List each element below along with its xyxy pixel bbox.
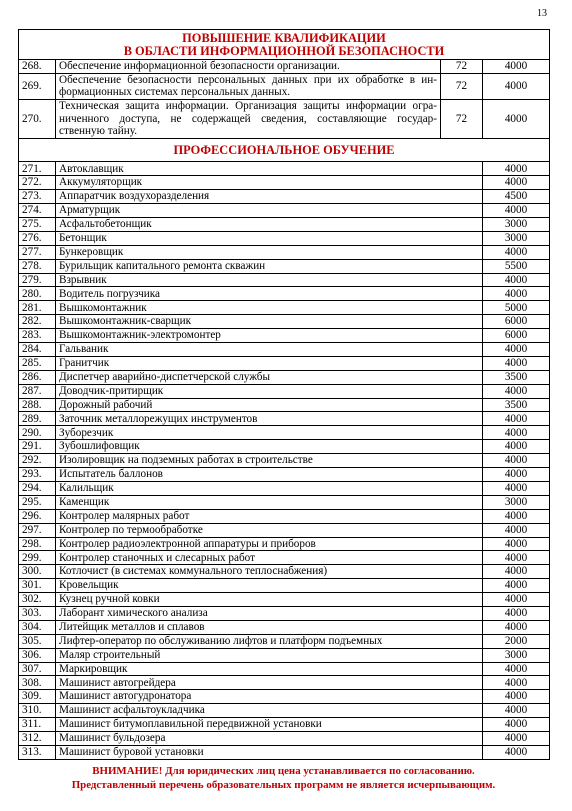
program-price: 4000	[483, 620, 550, 634]
row-number: 313.	[19, 745, 56, 759]
program-price: 5500	[483, 259, 550, 273]
row-number: 275.	[19, 218, 56, 232]
table-row	[19, 454, 550, 468]
row-number: 281.	[19, 301, 56, 315]
program-price: 4000	[483, 579, 550, 593]
program-name: Вышкомонтажник-электромонтер	[56, 329, 483, 343]
program-name: Асфальтобетонщик	[56, 218, 483, 232]
row-number: 306.	[19, 648, 56, 662]
program-price: 4000	[483, 176, 550, 190]
program-price: 4000	[483, 551, 550, 565]
program-name: Маркировщик	[56, 662, 483, 676]
program-price: 4000	[483, 204, 550, 218]
table-row	[19, 676, 550, 690]
programs-table-body	[19, 30, 550, 760]
table-row	[19, 60, 550, 74]
table-row	[19, 495, 550, 509]
table-row	[19, 620, 550, 634]
row-number: 303.	[19, 606, 56, 620]
table-row	[19, 356, 550, 370]
program-price: 4000	[483, 662, 550, 676]
table-row	[19, 468, 550, 482]
table-row	[19, 440, 550, 454]
table-row	[19, 176, 550, 190]
table-row	[19, 329, 550, 343]
table-row	[19, 690, 550, 704]
program-name: Доводчик-притирщик	[56, 384, 483, 398]
table-row	[19, 190, 550, 204]
program-price: 4000	[483, 676, 550, 690]
program-name: Контролер по термообработке	[56, 523, 483, 537]
row-number: 295.	[19, 495, 56, 509]
section-title-line2: В ОБЛАСТИ ИНФОРМАЦИОННОЙ БЕЗОПАСНОСТИ	[123, 44, 445, 58]
row-number: 269.	[19, 73, 56, 99]
program-name: Аккумуляторщик	[56, 176, 483, 190]
program-name: Гранитчик	[56, 356, 483, 370]
row-number: 277.	[19, 245, 56, 259]
program-price: 4000	[483, 481, 550, 495]
program-name: Каменщик	[56, 495, 483, 509]
row-number: 297.	[19, 523, 56, 537]
program-price: 4000	[483, 509, 550, 523]
program-hours: 72	[441, 60, 483, 74]
program-name: Изолировщик на подземных работах в строительстве	[56, 454, 483, 468]
program-name: Калильщик	[56, 481, 483, 495]
row-number: 312.	[19, 731, 56, 745]
section-header-row	[19, 138, 550, 162]
program-name: Диспетчер аварийно-диспетчерской службы	[56, 370, 483, 384]
program-price: 3000	[483, 495, 550, 509]
table-row	[19, 259, 550, 273]
table-row	[19, 73, 550, 99]
program-price: 4000	[483, 60, 550, 74]
program-price: 4000	[483, 343, 550, 357]
program-name: Контролер станочных и слесарных работ	[56, 551, 483, 565]
program-name: Дорожный рабочий	[56, 398, 483, 412]
table-row	[19, 718, 550, 732]
table-row	[19, 648, 550, 662]
row-number: 285.	[19, 356, 56, 370]
row-number: 296.	[19, 509, 56, 523]
program-name: Контролер малярных работ	[56, 509, 483, 523]
row-number: 272.	[19, 176, 56, 190]
program-name: Кузнец ручной ковки	[56, 593, 483, 607]
program-name: Машинист буровой установки	[56, 745, 483, 759]
table-row	[19, 523, 550, 537]
row-number: 268.	[19, 60, 56, 74]
programs-table	[18, 29, 550, 760]
table-row	[19, 745, 550, 759]
program-price: 6000	[483, 329, 550, 343]
table-row	[19, 593, 550, 607]
row-number: 294.	[19, 481, 56, 495]
row-number: 270.	[19, 100, 56, 139]
table-row	[19, 412, 550, 426]
program-price: 4000	[483, 287, 550, 301]
section-title-line1: ПОВЫШЕНИЕ КВАЛИФИКАЦИИ	[182, 31, 386, 45]
program-price: 4000	[483, 426, 550, 440]
program-name: Машинист асфальтоукладчика	[56, 704, 483, 718]
program-name: Взрывник	[56, 273, 483, 287]
program-price: 4000	[483, 690, 550, 704]
row-number: 307.	[19, 662, 56, 676]
program-price: 4000	[483, 273, 550, 287]
program-name: Обеспечение информационной безопасности организации.	[56, 60, 441, 74]
table-row	[19, 315, 550, 329]
section-title-infosec	[19, 30, 550, 60]
row-number: 283.	[19, 329, 56, 343]
program-name: Испытатель баллонов	[56, 468, 483, 482]
table-row	[19, 579, 550, 593]
row-number: 301.	[19, 579, 56, 593]
program-price: 4000	[483, 704, 550, 718]
table-row	[19, 509, 550, 523]
program-price: 4000	[483, 468, 550, 482]
row-number: 279.	[19, 273, 56, 287]
table-row	[19, 287, 550, 301]
program-name: Маляр строительный	[56, 648, 483, 662]
row-number: 286.	[19, 370, 56, 384]
program-price: 4000	[483, 73, 550, 99]
row-number: 284.	[19, 343, 56, 357]
program-price: 4000	[483, 718, 550, 732]
program-price: 4000	[483, 440, 550, 454]
row-number: 300.	[19, 565, 56, 579]
table-row	[19, 301, 550, 315]
row-number: 276.	[19, 231, 56, 245]
program-name: Контролер радиоэлектронной аппаратуры и приборов	[56, 537, 483, 551]
table-row	[19, 398, 550, 412]
table-row	[19, 537, 550, 551]
program-name: Лифтер-оператор по обслуживанию лифтов и платформ подъемных	[56, 634, 483, 648]
table-row	[19, 370, 550, 384]
program-price: 4000	[483, 593, 550, 607]
program-price: 4000	[483, 454, 550, 468]
program-price: 4000	[483, 565, 550, 579]
program-hours: 72	[441, 100, 483, 139]
program-price: 6000	[483, 315, 550, 329]
program-name: Лаборант химического анализа	[56, 606, 483, 620]
table-row	[19, 662, 550, 676]
table-row	[19, 100, 550, 139]
page-number: 13	[537, 8, 547, 19]
row-number: 288.	[19, 398, 56, 412]
program-name: Машинист битумоплавильной передвижной установки	[56, 718, 483, 732]
program-price: 4000	[483, 356, 550, 370]
program-price: 4000	[483, 245, 550, 259]
table-row	[19, 634, 550, 648]
table-row	[19, 343, 550, 357]
section-header-row	[19, 30, 550, 60]
row-number: 293.	[19, 468, 56, 482]
row-number: 292.	[19, 454, 56, 468]
table-row	[19, 384, 550, 398]
row-number: 310.	[19, 704, 56, 718]
row-number: 271.	[19, 162, 56, 176]
program-price: 4000	[483, 412, 550, 426]
program-price: 5000	[483, 301, 550, 315]
program-name: Вышкомонтажник	[56, 301, 483, 315]
table-row	[19, 245, 550, 259]
row-number: 302.	[19, 593, 56, 607]
program-price: 4500	[483, 190, 550, 204]
program-price: 4000	[483, 523, 550, 537]
row-number: 298.	[19, 537, 56, 551]
row-number: 290.	[19, 426, 56, 440]
program-name: Заточник металлорежущих инструментов	[56, 412, 483, 426]
row-number: 309.	[19, 690, 56, 704]
table-row	[19, 481, 550, 495]
program-name: Машинист автогудронатора	[56, 690, 483, 704]
program-price: 4000	[483, 731, 550, 745]
program-price: 4000	[483, 537, 550, 551]
table-row	[19, 606, 550, 620]
row-number: 291.	[19, 440, 56, 454]
table-row	[19, 704, 550, 718]
section-title-vocational: ПРОФЕССИОНАЛЬНОЕ ОБУЧЕНИЕ	[19, 138, 550, 162]
program-name: Аппаратчик воздухоразделения	[56, 190, 483, 204]
program-price: 4000	[483, 384, 550, 398]
footer-notice	[18, 765, 549, 792]
program-name: Зуборезчик	[56, 426, 483, 440]
program-name: Котлочист (в системах коммунального теплоснабжения)	[56, 565, 483, 579]
program-price: 4000	[483, 162, 550, 176]
program-name: Обеспечение безопасности персональных данных при их обработке в ин-формационных системах персональных данных.	[56, 73, 441, 99]
program-name: Арматурщик	[56, 204, 483, 218]
program-price: 4000	[483, 100, 550, 139]
program-name: Бункеровщик	[56, 245, 483, 259]
table-row	[19, 273, 550, 287]
program-name: Гальваник	[56, 343, 483, 357]
program-name: Зубошлифовщик	[56, 440, 483, 454]
table-row	[19, 565, 550, 579]
program-price: 3500	[483, 370, 550, 384]
program-name: Машинист автогрейдера	[56, 676, 483, 690]
row-number: 304.	[19, 620, 56, 634]
program-name: Кровельщик	[56, 579, 483, 593]
row-number: 308.	[19, 676, 56, 690]
program-name: Литейщик металлов и сплавов	[56, 620, 483, 634]
program-name: Бетонщик	[56, 231, 483, 245]
table-row	[19, 231, 550, 245]
program-name: Машинист бульдозера	[56, 731, 483, 745]
program-price: 3000	[483, 231, 550, 245]
row-number: 280.	[19, 287, 56, 301]
table-row	[19, 426, 550, 440]
row-number: 282.	[19, 315, 56, 329]
program-name: Вышкомонтажник-сварщик	[56, 315, 483, 329]
program-price: 4000	[483, 745, 550, 759]
row-number: 305.	[19, 634, 56, 648]
program-name: Бурильщик капитального ремонта скважин	[56, 259, 483, 273]
row-number: 274.	[19, 204, 56, 218]
program-price: 3500	[483, 398, 550, 412]
program-name: Водитель погрузчика	[56, 287, 483, 301]
program-price: 4000	[483, 606, 550, 620]
row-number: 273.	[19, 190, 56, 204]
program-price: 3000	[483, 218, 550, 232]
row-number: 287.	[19, 384, 56, 398]
table-row	[19, 218, 550, 232]
row-number: 299.	[19, 551, 56, 565]
footer-warning-line: ВНИМАНИЕ! Для юридических лиц цена устанавливается по согласованию.	[92, 765, 475, 777]
table-row	[19, 731, 550, 745]
table-row	[19, 162, 550, 176]
table-row	[19, 551, 550, 565]
footer-disclaimer-line: Представленный перечень образовательных программ не является исчерпывающим.	[71, 778, 496, 791]
table-row	[19, 204, 550, 218]
row-number: 311.	[19, 718, 56, 732]
program-name: Техническая защита информации. Организация защиты информации огра-ниченного доступа, не содержащей сведения, составляющие государ-ственную тайну.	[56, 100, 441, 139]
program-name: Автоклавщик	[56, 162, 483, 176]
program-price: 3000	[483, 648, 550, 662]
row-number: 278.	[19, 259, 56, 273]
row-number: 289.	[19, 412, 56, 426]
program-price: 2000	[483, 634, 550, 648]
program-hours: 72	[441, 73, 483, 99]
